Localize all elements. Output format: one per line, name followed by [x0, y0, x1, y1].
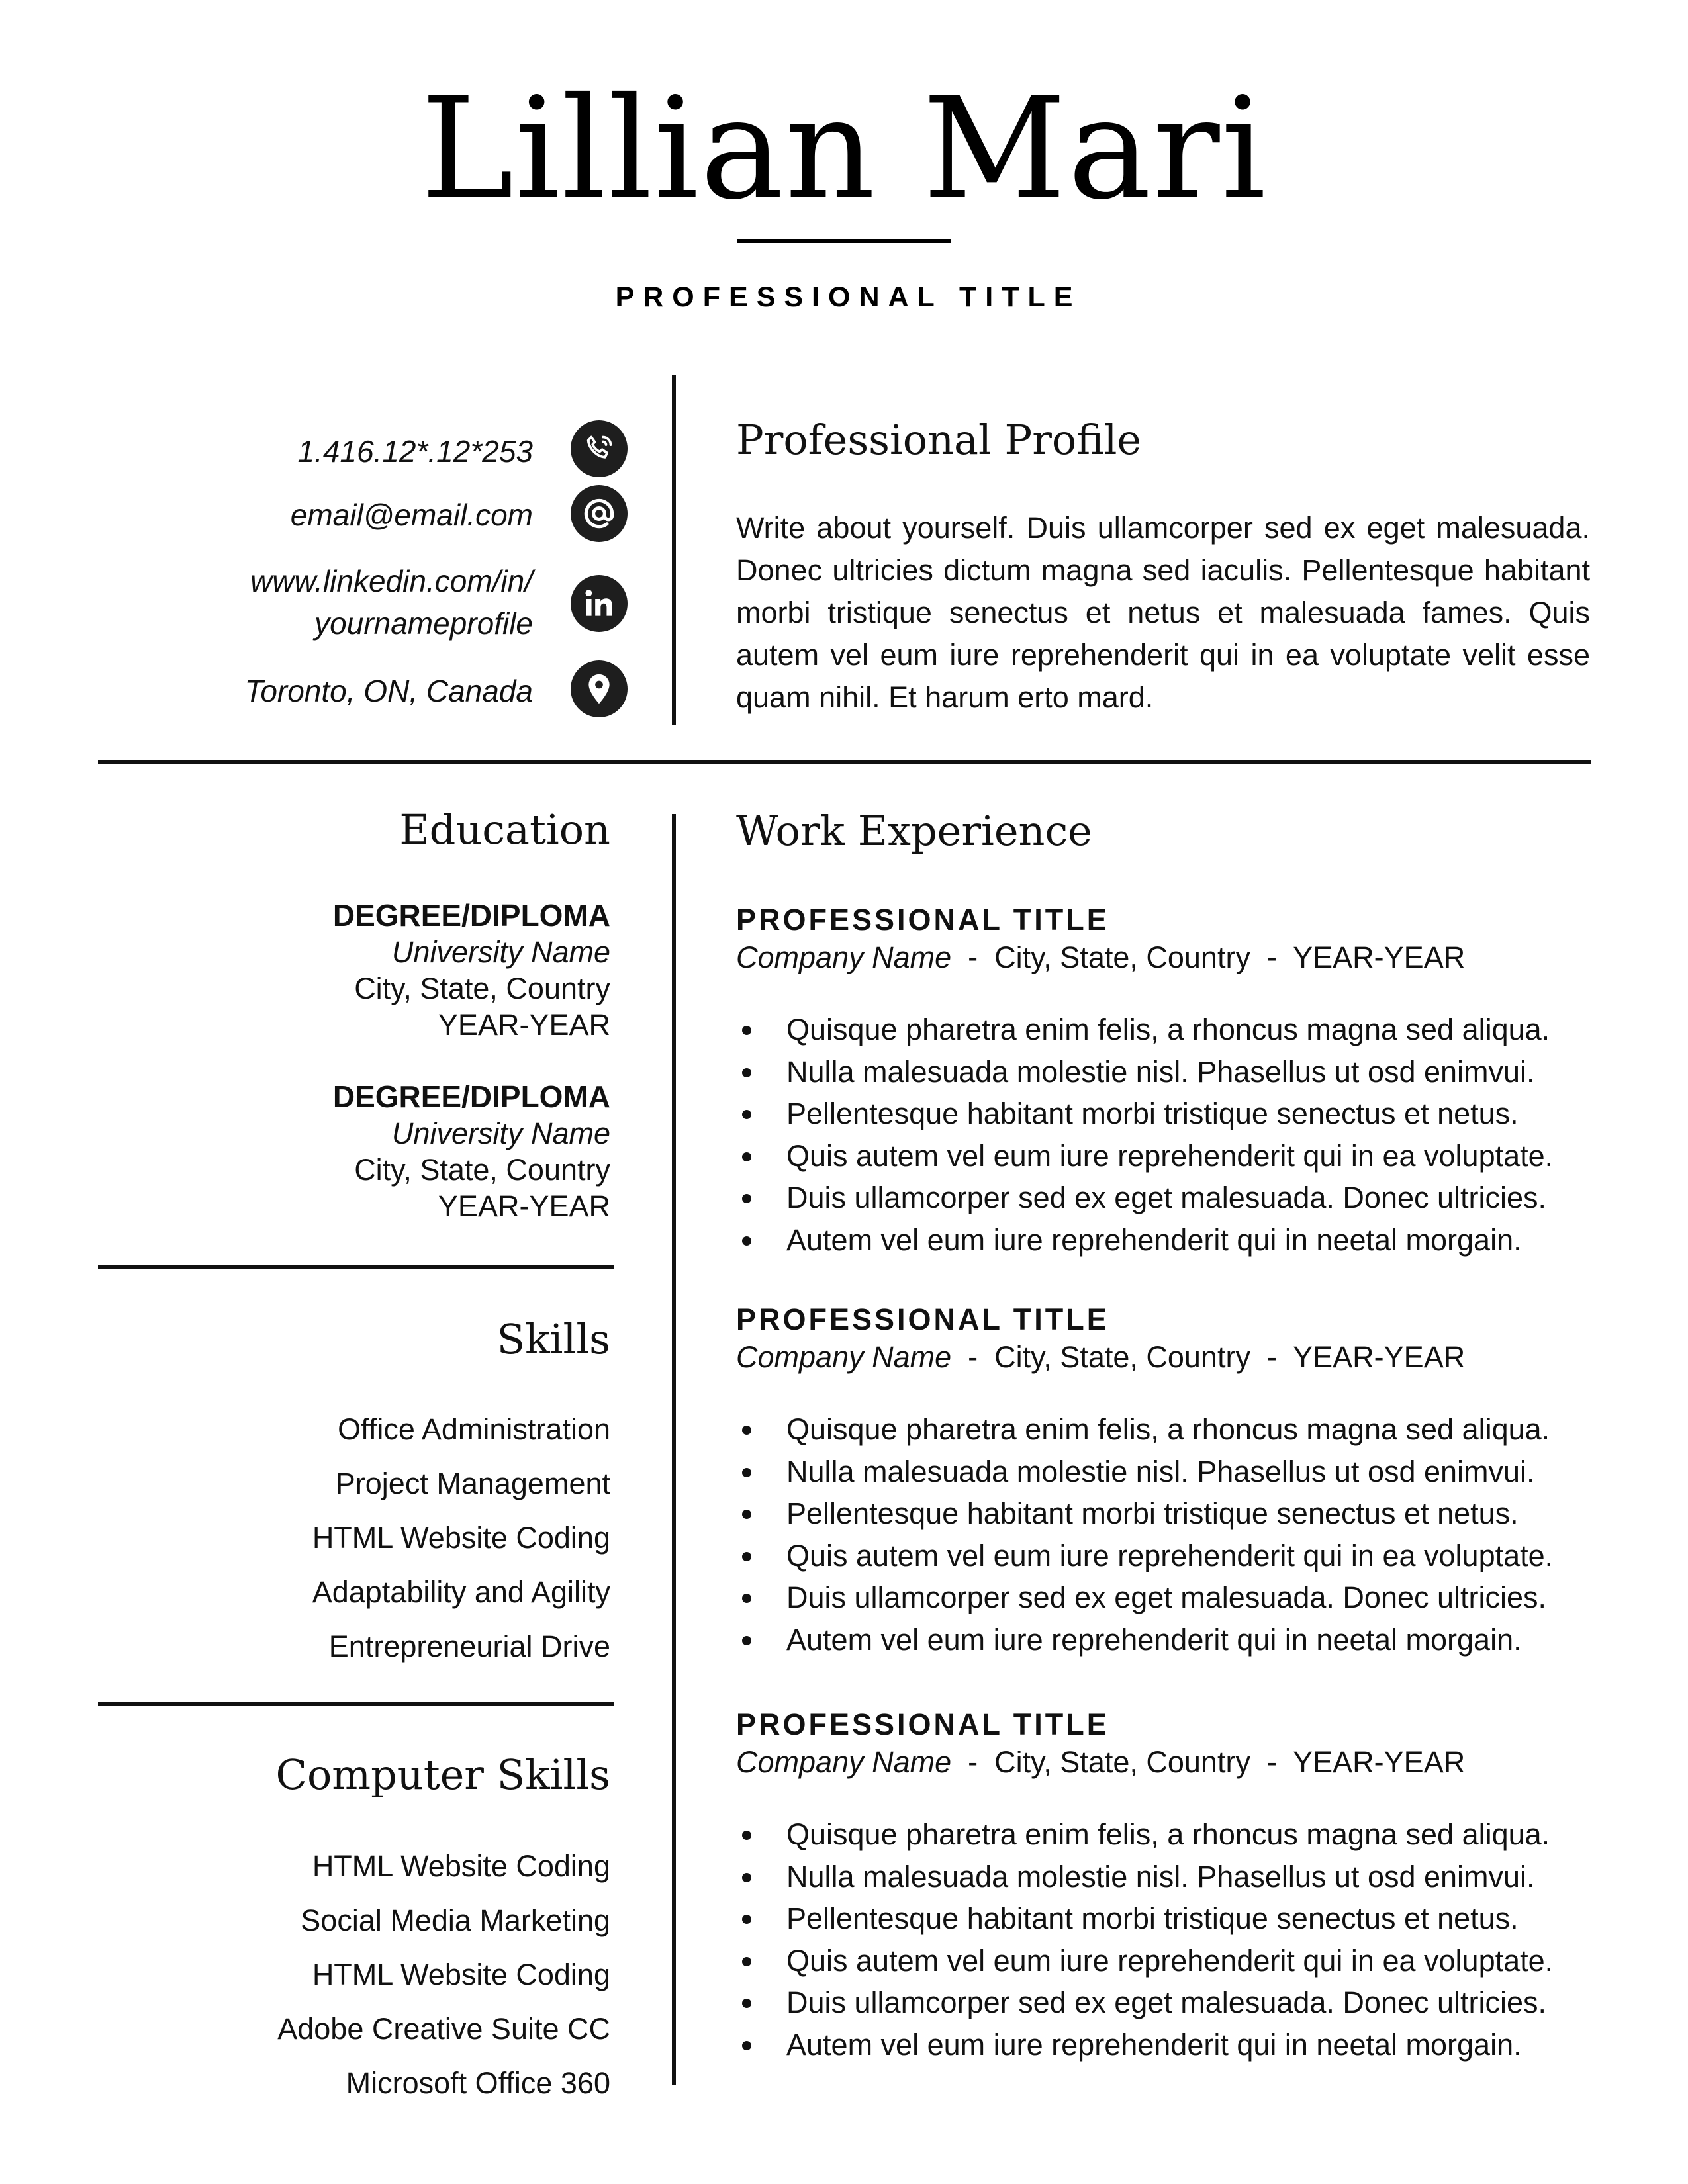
job-years: YEAR-YEAR	[1293, 940, 1466, 974]
skill-item: Adaptability and Agility	[312, 1575, 610, 1609]
job-bullet: Duis ullamcorper sed ex eget malesuada. Donec ultricies.	[736, 1981, 1597, 2024]
job-years: YEAR-YEAR	[1293, 1745, 1466, 1779]
profile-heading: Professional Profile	[736, 416, 1142, 464]
skill-item: HTML Website Coding	[312, 1521, 610, 1555]
skills-heading: Skills	[496, 1315, 610, 1363]
contact-location: Toronto, ON, Canada	[244, 674, 533, 708]
job-bullet: Duis ullamcorper sed ex eget malesuada. Donec ultricies.	[736, 1576, 1597, 1619]
job-bullet: Quisque pharetra enim felis, a rhoncus magna sed aliqua.	[736, 1813, 1597, 1856]
job-bullet: Pellentesque habitant morbi tristique senectus et netus.	[736, 1093, 1597, 1135]
map-pin-icon	[571, 660, 628, 717]
job-location: City, State, Country	[994, 1745, 1250, 1779]
job-bullet: Quisque pharetra enim felis, a rhoncus magna sed aliqua.	[736, 1408, 1597, 1451]
company-name: Company Name	[736, 1340, 952, 1374]
body-vertical-divider	[672, 814, 676, 2085]
job-meta: Company Name - City, State, Country - YEAR-YEAR	[736, 1340, 1466, 1374]
contact-linkedin-line1[interactable]: www.linkedin.com/in/	[250, 564, 533, 598]
skill-item: Entrepreneurial Drive	[328, 1629, 610, 1663]
computer-skill-item: Social Media Marketing	[301, 1903, 610, 1937]
name-underline	[737, 239, 951, 243]
education-heading: Education	[399, 805, 610, 854]
job-bullet: Autem vel eum iure reprehenderit qui in neetal morgain.	[736, 1619, 1597, 1661]
job-bullets	[736, 1813, 1597, 2066]
job-years: YEAR-YEAR	[1293, 1340, 1466, 1374]
contact-email[interactable]: email@email.com	[290, 498, 533, 532]
job-entry	[736, 901, 1597, 1261]
header-vertical-divider	[672, 375, 676, 725]
degree: DEGREE/DIPLOMA	[332, 898, 610, 933]
job-bullet: Pellentesque habitant morbi tristique senectus et netus.	[736, 1492, 1597, 1535]
computer-skill-item: Microsoft Office 360	[346, 2066, 610, 2100]
education-years: YEAR-YEAR	[438, 1008, 610, 1042]
job-title: PROFESSIONAL TITLE	[736, 903, 1109, 936]
job-bullet: Duis ullamcorper sed ex eget malesuada. Donec ultricies.	[736, 1177, 1597, 1219]
computer-skill-item: HTML Website Coding	[312, 1958, 610, 1991]
job-entry	[736, 1706, 1597, 2066]
degree: DEGREE/DIPLOMA	[332, 1079, 610, 1114]
job-bullet: Nulla malesuada molestie nisl. Phasellus ut osd enimvui.	[736, 1856, 1597, 1898]
computer-skills-list	[277, 1839, 610, 2111]
education-location: City, State, Country	[354, 972, 610, 1005]
skill-item: Project Management	[335, 1467, 610, 1500]
job-bullets	[736, 1408, 1597, 1661]
skill-item: Office Administration	[338, 1412, 610, 1446]
phone-icon	[571, 420, 628, 477]
job-title: PROFESSIONAL TITLE	[736, 1707, 1109, 1741]
job-bullet: Nulla malesuada molestie nisl. Phasellus ut osd enimvui.	[736, 1451, 1597, 1493]
job-bullets	[736, 1009, 1597, 1261]
professional-title: PROFESSIONAL TITLE	[615, 281, 1082, 313]
job-entry	[736, 1301, 1597, 1661]
job-meta: Company Name - City, State, Country - YEAR-YEAR	[736, 1745, 1466, 1779]
education-entry	[333, 897, 610, 1043]
job-location: City, State, Country	[994, 1340, 1250, 1374]
job-title: PROFESSIONAL TITLE	[736, 1302, 1109, 1336]
skills-divider	[98, 1702, 614, 1706]
education-years: YEAR-YEAR	[438, 1189, 610, 1223]
section-divider	[98, 760, 1591, 764]
job-bullet: Nulla malesuada molestie nisl. Phasellus ut osd enimvui.	[736, 1051, 1597, 1093]
job-bullet: Quis autem vel eum iure reprehenderit qui in ea voluptate.	[736, 1940, 1597, 1982]
candidate-name: Lillian Mari	[420, 67, 1268, 230]
skills-list	[312, 1402, 610, 1674]
university-name: University Name	[391, 1116, 610, 1150]
job-bullet: Quis autem vel eum iure reprehenderit qui in ea voluptate.	[736, 1535, 1597, 1577]
education-location: City, State, Country	[354, 1153, 610, 1187]
company-name: Company Name	[736, 940, 952, 974]
computer-skills-heading: Computer Skills	[275, 1751, 610, 1799]
job-bullet: Pellentesque habitant morbi tristique senectus et netus.	[736, 1897, 1597, 1940]
university-name: University Name	[391, 935, 610, 969]
linkedin-icon	[571, 575, 628, 632]
job-bullet: Quis autem vel eum iure reprehenderit qui in ea voluptate.	[736, 1135, 1597, 1177]
at-sign-icon	[571, 485, 628, 542]
work-experience-heading: Work Experience	[736, 807, 1092, 855]
company-name: Company Name	[736, 1745, 952, 1779]
computer-skill-item: HTML Website Coding	[312, 1849, 610, 1883]
contact-linkedin-line2[interactable]: yournameprofile	[314, 606, 533, 641]
computer-skill-item: Adobe Creative Suite CC	[277, 2012, 610, 2046]
job-bullet: Autem vel eum iure reprehenderit qui in neetal morgain.	[736, 1219, 1597, 1261]
contact-phone: 1.416.12*.12*253	[297, 434, 533, 469]
education-entry	[333, 1079, 610, 1224]
profile-text: Write about yourself. Duis ullamcorper sed ex eget malesuada. Donec ultricies dictum magna sed iaculis. Pellentesque habitant morbi tristique senectus et netus et malesuada fames. Quis autem vel eum iure reprehenderit qui in ea voluptate velit esse quam nihil. Et harum erto mard.	[736, 511, 1590, 714]
job-meta: Company Name - City, State, Country - YEAR-YEAR	[736, 940, 1466, 974]
job-bullet: Autem vel eum iure reprehenderit qui in neetal morgain.	[736, 2024, 1597, 2066]
job-bullet: Quisque pharetra enim felis, a rhoncus magna sed aliqua.	[736, 1009, 1597, 1051]
education-divider	[98, 1265, 614, 1269]
job-location: City, State, Country	[994, 940, 1250, 974]
